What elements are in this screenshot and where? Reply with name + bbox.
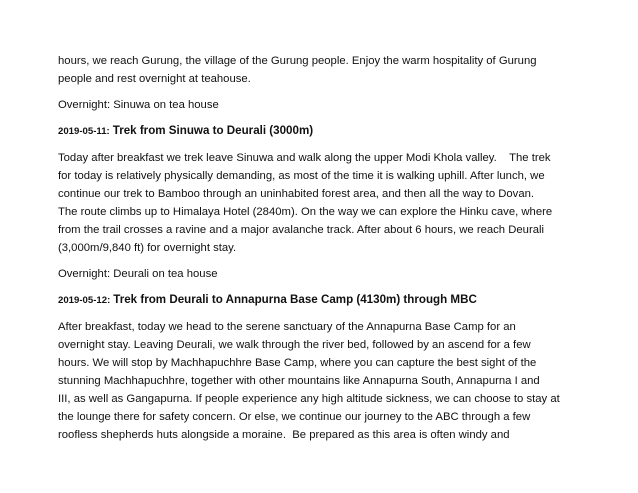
text-line: hours. We will stop by Machhapuchhre Base Camp, where you can capture the best sight of the xyxy=(58,357,537,369)
text-line: the lounge there for safety concern. Or else, we continue our journey to the ABC through a few xyxy=(58,411,531,423)
text-line: overnight stay. Leaving Deurali, we walk through the river bed, followed by an ascend for a few xyxy=(58,339,531,351)
overnight-note: Overnight: Deurali on tea house xyxy=(58,268,218,280)
day-title: Trek from Sinuwa to Deurali (3000m) xyxy=(112,124,314,137)
day-heading xyxy=(58,122,620,141)
text-line: After breakfast, today we head to the serene sanctuary of the Annapurna Base Camp for an xyxy=(58,321,516,333)
text-line: (3,000m/9,840 ft) for overnight stay. xyxy=(58,242,237,254)
day-description xyxy=(58,149,620,257)
text-line: for today is relatively physically demanding, as most of the time it is walking uphill. After lunch, we xyxy=(58,170,545,182)
day-description xyxy=(58,318,620,444)
text-line: Today after breakfast we trek leave Sinuwa and walk along the upper Modi Khola valley. The trek xyxy=(58,152,551,164)
text-line: people and rest overnight at teahouse. xyxy=(58,73,251,85)
day-title: Trek from Deurali to Annapurna Base Camp (4130m) through MBC xyxy=(113,293,477,306)
text-line: continue our trek to Bamboo through an uninhabited forest area, and then all the way to Dovan. xyxy=(58,188,535,200)
text-line: III, as well as Gangapurna. If people experience any high altitude sickness, we can choose to stay at xyxy=(58,393,560,405)
text-line: stunning Machhapuchhre, together with other mountains like Annapurna South, Annapurna I and xyxy=(58,375,540,387)
text-line: The route climbs up to Himalaya Hotel (2840m). On the way we can explore the Hinku cave, where xyxy=(58,206,553,218)
text-line: hours, we reach Gurung, the village of the Gurung people. Enjoy the warm hospitality of Gurung xyxy=(58,55,537,67)
text-line: roofless shepherds huts alongside a moraine. Be prepared as this area is often windy and xyxy=(58,429,510,441)
intro-paragraph xyxy=(58,52,620,88)
day-date: 2019-05-11: xyxy=(58,126,110,137)
overnight-note: Overnight: Sinuwa on tea house xyxy=(58,99,219,111)
day-date: 2019-05-12: xyxy=(58,295,111,306)
day-heading xyxy=(58,291,620,310)
document-page xyxy=(58,52,620,444)
text-line: from the trail crosses a ravine and a major avalanche track. After about 6 hours, we reach Deurali xyxy=(58,224,545,236)
